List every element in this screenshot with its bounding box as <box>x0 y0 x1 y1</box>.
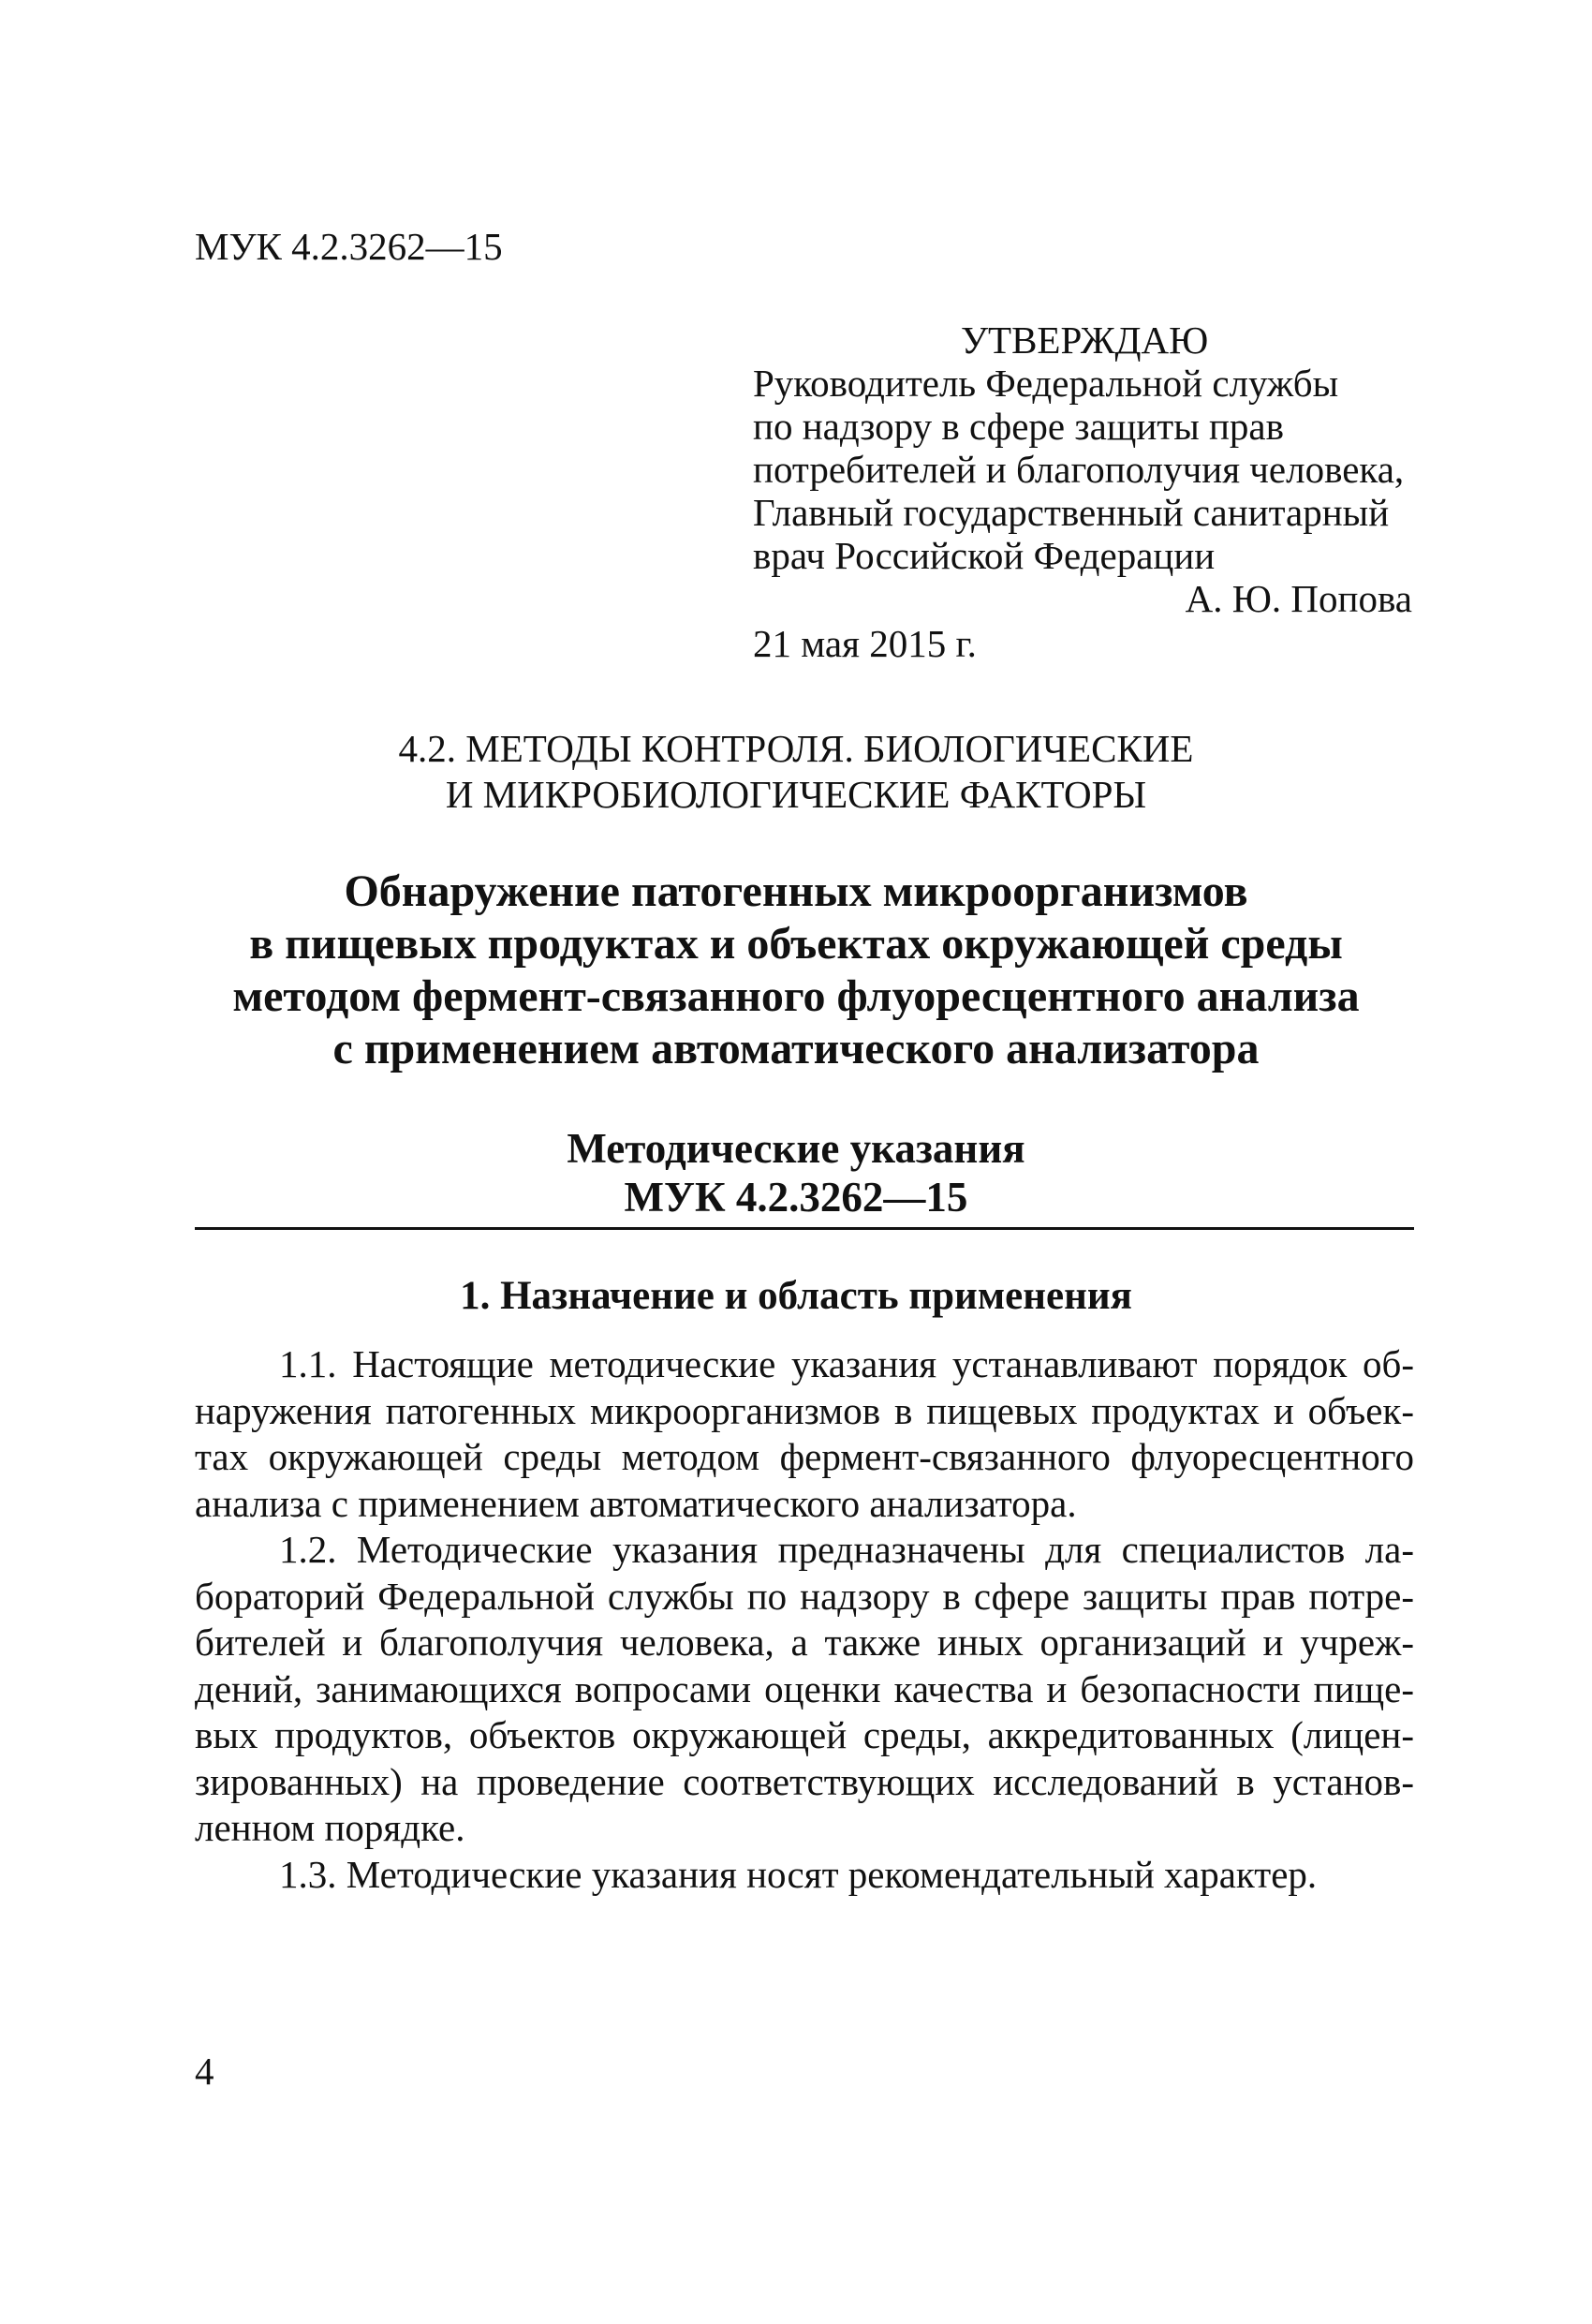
section-heading-line: И МИКРОБИОЛОГИЧЕСКИЕ ФАКТОРЫ <box>445 773 1147 816</box>
paragraph-line: ленном порядке. <box>195 1806 465 1849</box>
approval-date: 21 мая 2015 г. <box>753 622 977 665</box>
paragraph-line: бораторий Федеральной службы по надзору в сфере защиты прав потре- <box>195 1574 1414 1618</box>
document-title-line: в пищевых продуктах и объектах окружающей среды <box>249 919 1343 969</box>
document-title-line: методом фермент-связанного флуоресцентного анализа <box>232 971 1360 1021</box>
approval-signatory: А. Ю. Попова <box>1185 577 1412 620</box>
paragraph-1-1 <box>195 1341 1414 1527</box>
chapter-heading: 1. Назначение и область применения <box>460 1274 1132 1318</box>
approval-position-line: по надзору в сфере защиты прав <box>753 405 1284 448</box>
paragraph-line: вых продуктов, объектов окружающей среды, аккредитованных (лицен- <box>195 1713 1414 1756</box>
document-type-code: МУК 4.2.3262—15 <box>624 1174 968 1221</box>
document-title-line: с применением автоматического анализатора <box>332 1024 1260 1073</box>
paragraph-line: 1.1. Настоящие методические указания устанавливают порядок об- <box>279 1342 1414 1385</box>
paragraph-line: зированных) на проведение соответствующих исследований в установ- <box>195 1759 1414 1803</box>
document-type <box>0 1124 1592 1221</box>
paragraph-line: тах окружающей среды методом фермент-связанного флуоресцентного <box>195 1435 1414 1478</box>
approval-position-line: Руководитель Федеральной службы <box>753 362 1339 405</box>
approval-position-line: потребителей и благополучия человека, <box>753 448 1405 491</box>
paragraph-line: бителей и благополучия человека, а также иных организаций и учреж- <box>195 1621 1414 1664</box>
page-number: 4 <box>195 2050 214 2093</box>
section-heading <box>0 726 1592 818</box>
header-document-code: МУК 4.2.3262—15 <box>195 225 503 268</box>
title-divider <box>195 1227 1414 1230</box>
paragraph-1-2 <box>195 1527 1414 1852</box>
paragraph-line: 1.3. Методические указания носят рекомендательный характер. <box>279 1852 1318 1896</box>
paragraph-line: наружения патогенных микроорганизмов в пищевых продуктах и объек- <box>195 1388 1414 1432</box>
document-title <box>0 866 1592 1075</box>
document-type-label: Методические указания <box>567 1125 1025 1172</box>
approval-block <box>753 318 1427 665</box>
approval-position-line: Главный государственный санитарный <box>753 491 1390 534</box>
paragraph-1-3 <box>195 1852 1414 1899</box>
paragraph-line: дений, занимающихся вопросами оценки качества и безопасности пище- <box>195 1666 1414 1710</box>
chapter-body <box>195 1341 1414 1898</box>
document-title-line: Обнаружение патогенных микроорганизмов <box>344 866 1248 916</box>
approval-title: УТВЕРЖДАЮ <box>961 318 1209 362</box>
paragraph-line: 1.2. Методические указания предназначены для специалистов ла- <box>279 1528 1414 1571</box>
approval-position-line: врач Российской Федерации <box>753 534 1216 577</box>
section-heading-line: 4.2. МЕТОДЫ КОНТРОЛЯ. БИОЛОГИЧЕСКИЕ <box>398 727 1194 770</box>
paragraph-line: анализа с применением автоматического анализатора. <box>195 1481 1077 1525</box>
